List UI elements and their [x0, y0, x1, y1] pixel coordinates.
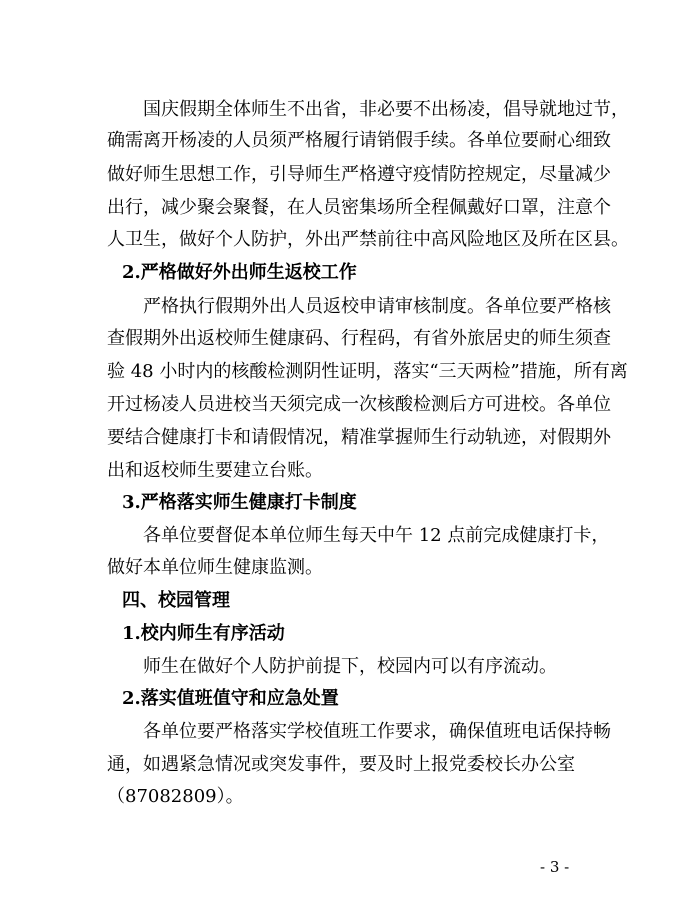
- body-line: 师生在做好个人防护前提下，校园内可以有序流动。: [143, 656, 557, 677]
- body-line: 验 48 小时内的核酸检测阴性证明，落实“三天两检”措施，所有离: [107, 361, 628, 382]
- subheading: 1.校内师生有序活动: [122, 623, 285, 644]
- subheading: 2.严格做好外出师生返校工作: [122, 262, 357, 283]
- body-line: 人卫生，做好个人防护，外出严禁前往中高风险地区及所在区县。: [107, 229, 629, 250]
- body-line: 出行，减少聚会聚餐，在人员密集场所全程佩戴好口罩，注意个: [107, 197, 611, 218]
- body-line: 通，如遇紧急情况或突发事件，要及时上报党委校长办公室: [107, 754, 575, 775]
- page-number: - 3 -: [540, 858, 570, 876]
- body-line: 开过杨凌人员进校当天须完成一次核酸检测后方可进校。各单位: [107, 394, 611, 415]
- section-heading: 四、校园管理: [122, 590, 230, 611]
- body-line: 出和返校师生要建立台账。: [107, 460, 323, 481]
- body-line: （87082809）。: [107, 786, 244, 807]
- body-line: 各单位要严格落实学校值班工作要求，确保值班电话保持畅: [143, 721, 611, 742]
- body-line: 严格执行假期外出人员返校申请审核制度。各单位要严格核: [143, 296, 611, 317]
- body-line: 做好师生思想工作，引导师生严格遵守疫情防控规定，尽量减少: [107, 164, 611, 185]
- body-line: 查假期外出返校师生健康码、行程码，有省外旅居史的师生须查: [107, 328, 611, 349]
- body-line: 确需离开杨凌的人员须严格履行请销假手续。各单位要耐心细致: [107, 130, 611, 151]
- body-line: 各单位要督促本单位师生每天中午 12 点前完成健康打卡，: [143, 525, 610, 546]
- subheading: 3.严格落实师生健康打卡制度: [122, 492, 357, 513]
- body-line: 国庆假期全体师生不出省，非必要不出杨凌，倡导就地过节，: [143, 99, 629, 120]
- body-line: 要结合健康打卡和请假情况，精准掌握师生行动轨迹，对假期外: [107, 427, 611, 448]
- subheading: 2.落实值班值守和应急处置: [122, 688, 339, 709]
- body-line: 做好本单位师生健康监测。: [107, 557, 323, 578]
